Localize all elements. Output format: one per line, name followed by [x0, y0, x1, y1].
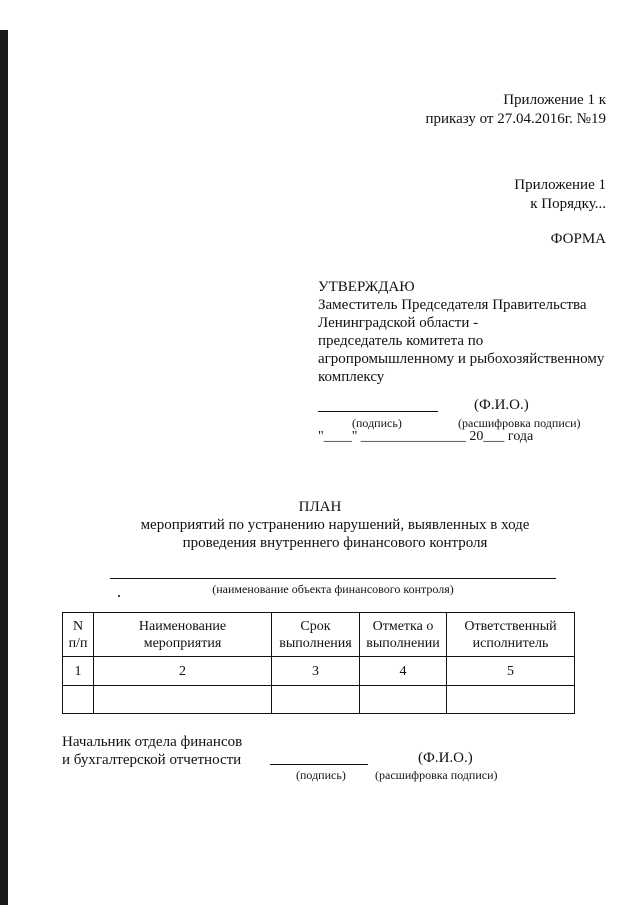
header-text: Наименование [138, 618, 227, 634]
plan-table [62, 612, 575, 714]
empty-cell [94, 686, 272, 714]
number-cell: 4 [360, 657, 447, 686]
approval-date-line: "____" _______________ 20___ года [318, 429, 534, 444]
table-empty-row [63, 686, 575, 714]
number-cell: 5 [447, 657, 575, 686]
object-caption: (наименование объекта финансового контроля) [212, 582, 454, 596]
plan-subtitle-line-2: проведения внутреннего финансового контроля [182, 535, 488, 551]
approval-fio: (Ф.И.О.) [474, 397, 529, 413]
header-text: выполнения [279, 635, 352, 651]
empty-cell [63, 686, 94, 714]
object-name-line [110, 578, 556, 579]
plan-subtitle-line-1: мероприятий по устранению нарушений, выявленных в ходе [140, 517, 530, 533]
number-cell: 1 [63, 657, 94, 686]
header-text: N [72, 618, 84, 634]
approval-line-4: агропромышленному и рыбохозяйственному [318, 351, 605, 367]
approval-line-5: комплексу [318, 369, 385, 385]
header-cell-name [94, 613, 272, 657]
approval-decode-caption: (расшифровка подписи) [458, 416, 581, 430]
header-cell-number [63, 613, 94, 657]
approval-title: УТВЕРЖДАЮ [318, 279, 415, 295]
approval-line-1: Заместитель Председателя Правительства [318, 297, 587, 313]
approval-signature-caption: (подпись) [352, 416, 402, 430]
empty-cell [360, 686, 447, 714]
appendix-2-line-2: к Порядку... [530, 196, 606, 212]
footer-position-line-1: Начальник отдела финансов [62, 734, 243, 750]
footer-signature-line [270, 764, 368, 765]
form-label: ФОРМА [550, 231, 606, 247]
table-number-row [63, 657, 575, 686]
approval-line-2: Ленинградской области - [318, 315, 479, 331]
number-cell: 2 [94, 657, 272, 686]
appendix-1-line-1: Приложение 1 к [503, 92, 606, 108]
approval-line-3: председатель комитета по [318, 333, 484, 349]
number-cell: 3 [272, 657, 360, 686]
footer-fio: (Ф.И.О.) [418, 750, 473, 766]
footer-decode-caption: (расшифровка подписи) [375, 768, 498, 782]
header-cell-completion-mark [360, 613, 447, 657]
header-text: исполнитель [472, 635, 549, 651]
scan-edge [0, 30, 8, 905]
empty-cell [272, 686, 360, 714]
header-text: выполнении [366, 635, 440, 651]
header-text: Отметка о [372, 618, 434, 634]
table-header-row [63, 613, 575, 657]
header-text: Ответственный [464, 618, 557, 634]
header-text: мероприятия [143, 635, 222, 651]
header-text: п/п [68, 635, 88, 651]
header-cell-deadline [272, 613, 360, 657]
scan-speck [118, 595, 120, 597]
empty-cell [447, 686, 575, 714]
header-text: Срок [300, 618, 331, 634]
approval-signature-line [318, 411, 438, 412]
appendix-1-line-2: приказу от 27.04.2016г. №19 [425, 111, 606, 127]
footer-position-line-2: и бухгалтерской отчетности [62, 752, 242, 768]
footer-signature-caption: (подпись) [296, 768, 346, 782]
header-cell-responsible [447, 613, 575, 657]
plan-title: ПЛАН [298, 499, 342, 515]
appendix-2-line-1: Приложение 1 [514, 177, 606, 193]
